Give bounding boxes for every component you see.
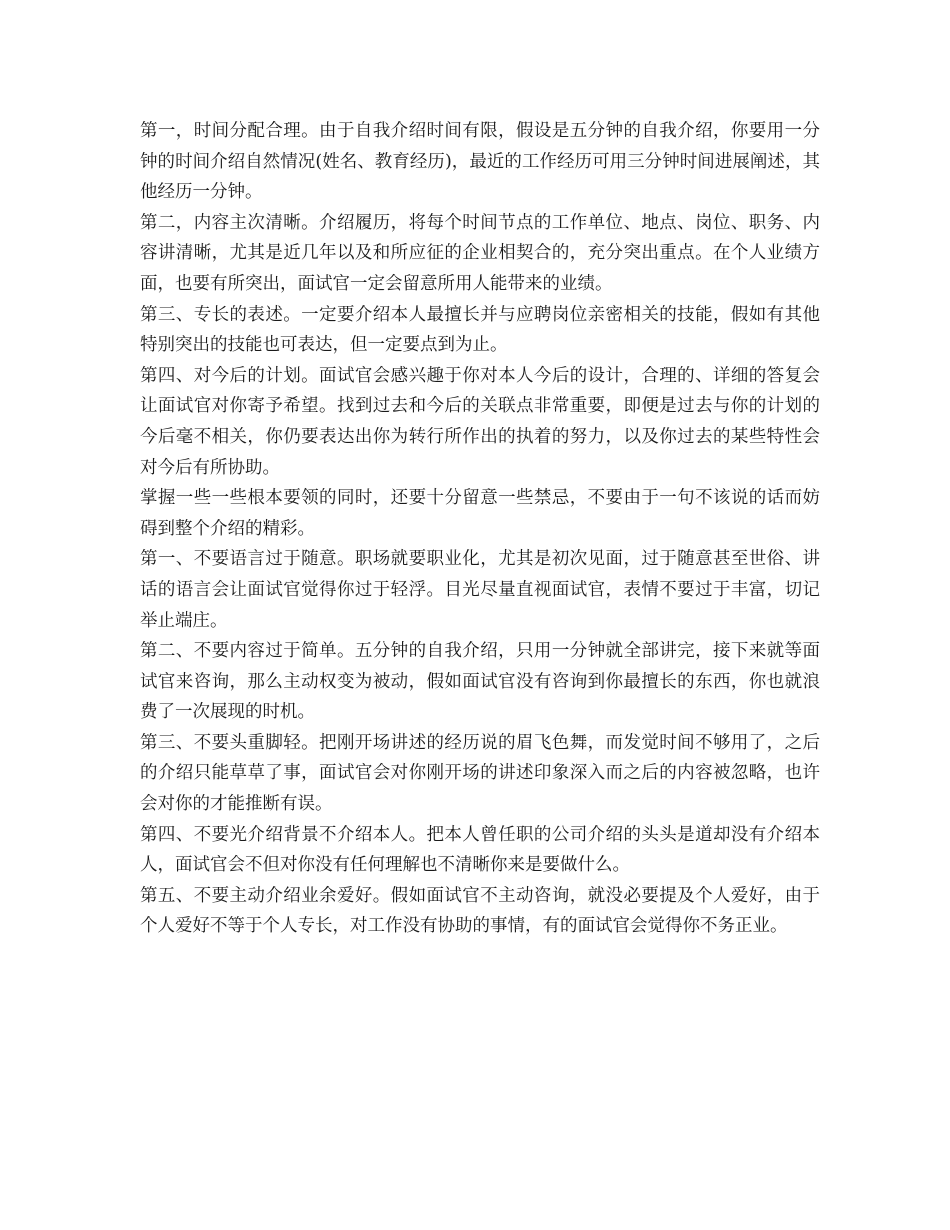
paragraph-taboos-intro: 掌握一些一些根本要领的同时，还要十分留意一些禁忌，不要由于一句不该说的话而妨碍到整个介绍的精彩。 bbox=[140, 488, 820, 539]
paragraph-content-priority: 第二，内容主次清晰。介绍履历，将每个时间节点的工作单位、地点、岗位、职务、内容讲清晰，尤其是近几年以及和所应征的企业相契合的，充分突出重点。在个人业绩方面，也要有所突出，面试官一定会留意所用人能带来的业绩。 bbox=[140, 212, 820, 294]
paragraph-taboo-too-simple: 第二、不要内容过于简单。五分钟的自我介绍，只用一分钟就全部讲完，接下来就等面试官来咨询，那么主动权变为被动，假如面试官没有咨询到你最擅长的东西，你也就浪费了一次展现的时机。 bbox=[140, 641, 820, 723]
paragraph-taboo-top-heavy: 第三、不要头重脚轻。把刚开场讲述的经历说的眉飞色舞，而发觉时间不够用了，之后的介绍只能草草了事，面试官会对你刚开场的讲述印象深入而之后的内容被忽略，也许会对你的才能推断有误。 bbox=[140, 732, 820, 815]
paragraph-time-allocation: 第一，时间分配合理。由于自我介绍时间有限，假设是五分钟的自我介绍，你要用一分钟的时间介绍自然情况(姓名、教育经历)，最近的工作经历可用三分钟时间进展阐述，其他经历一分钟。 bbox=[140, 121, 820, 203]
paragraph-taboo-background-only: 第四、不要光介绍背景不介绍本人。把本人曾任职的公司介绍的头头是道却没有介绍本人，面试官会不但对你没有任何理解也不清晰你来是要做什么。 bbox=[140, 824, 820, 876]
paragraph-expertise: 第三、专长的表述。一定要介绍本人最擅长并与应聘岗位亲密相关的技能，假如有其他特别突出的技能也可表达，但一定要点到为止。 bbox=[140, 304, 820, 356]
document-body bbox=[140, 116, 820, 942]
paragraph-future-plan: 第四、对今后的计划。面试官会感兴趣于你对本人今后的设计，合理的、详细的答复会让面试官对你寄予希望。找到过去和今后的关联点非常重要，即便是过去与你的计划的今后毫不相关，你仍要表达出你为转行所作出的执着的努力，以及你过去的某些特性会对今后有所协助。 bbox=[140, 365, 820, 478]
paragraph-taboo-hobbies: 第五、不要主动介绍业余爱好。假如面试官不主动咨询，就没必要提及个人爱好，由于个人爱好不等于个人专长，对工作没有协助的事情，有的面试官会觉得你不务正业。 bbox=[140, 885, 820, 937]
paragraph-taboo-casual-language: 第一、不要语言过于随意。职场就要职业化，尤其是初次见面，过于随意甚至世俗、讲话的语言会让面试官觉得你过于轻浮。目光尽量直视面试官，表情不要过于丰富，切记举止端庄。 bbox=[140, 549, 820, 631]
